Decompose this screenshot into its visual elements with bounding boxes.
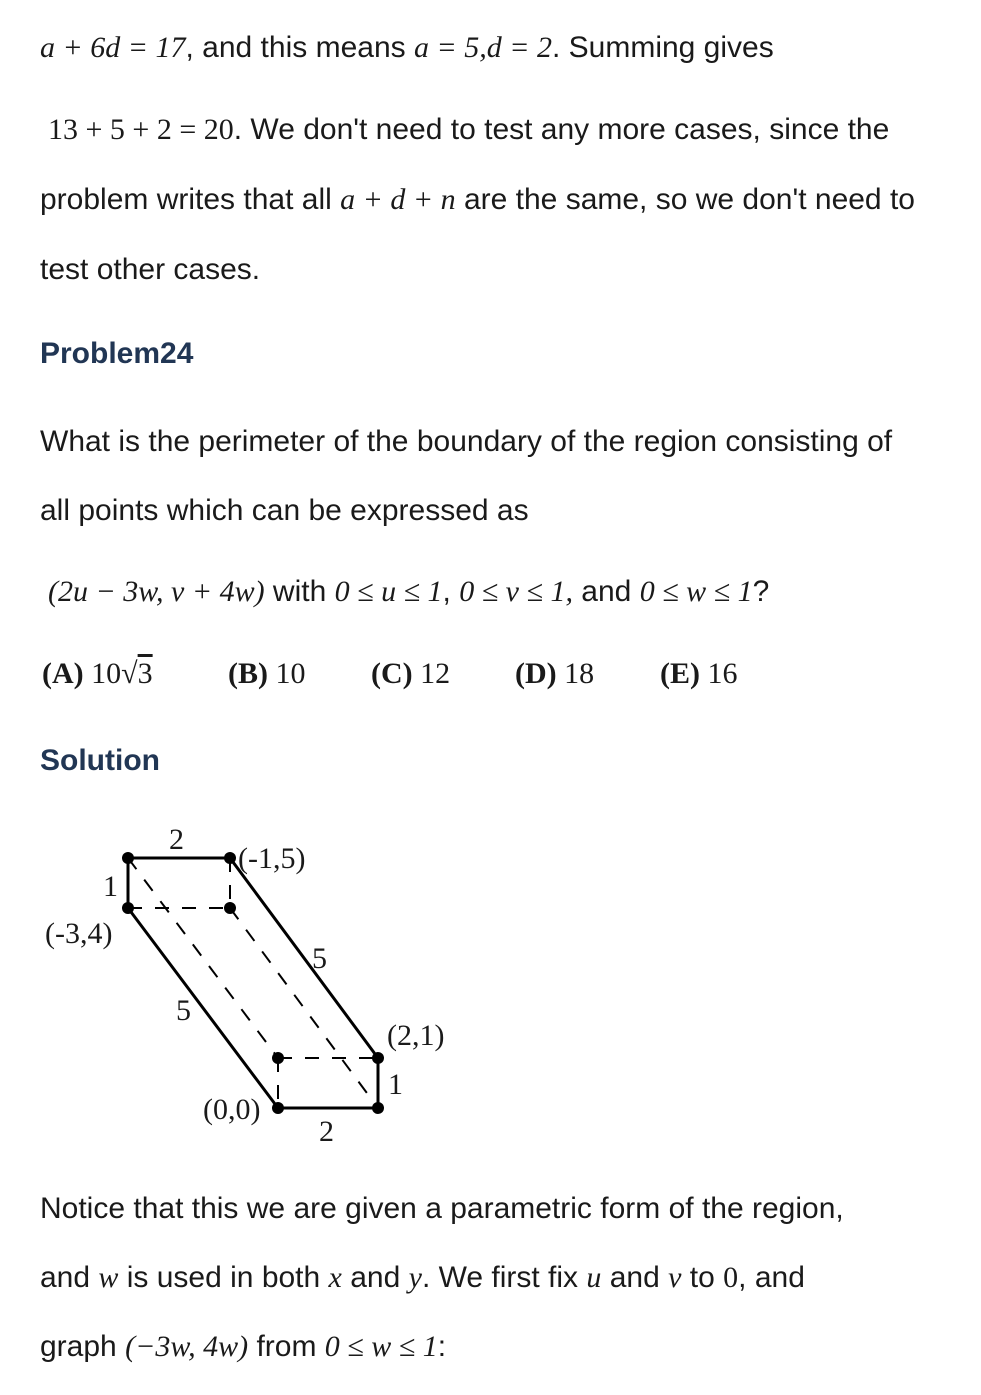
text: graph bbox=[40, 1330, 126, 1363]
choice-value: 16 bbox=[707, 657, 738, 690]
choice-letter: (B) bbox=[228, 657, 268, 690]
intro-line-4 bbox=[40, 250, 961, 290]
vertex-dot bbox=[272, 1052, 284, 1064]
math-expression: (2u − 3w, v + 4w) bbox=[48, 575, 265, 608]
dashed-edge bbox=[230, 908, 378, 1108]
text: with bbox=[264, 575, 335, 608]
text: and bbox=[341, 1261, 409, 1294]
choice-e bbox=[660, 657, 738, 691]
edge-label: 5 bbox=[176, 994, 191, 1027]
point-label: (-3,4) bbox=[45, 917, 113, 950]
math-expression: y bbox=[408, 1261, 422, 1294]
math-expression: v bbox=[668, 1261, 682, 1294]
sqrt-sign: √ bbox=[121, 657, 138, 690]
text: is used in both bbox=[118, 1261, 329, 1294]
problem-line-1: What is the perimeter of the boundary of the region consisting of bbox=[40, 425, 893, 458]
choice-value: 10 bbox=[91, 657, 122, 690]
text: test other cases. bbox=[40, 253, 261, 286]
math-expression: 0 ≤ u ≤ 1 bbox=[334, 575, 443, 608]
point-label: (-1,5) bbox=[238, 842, 306, 875]
math-expression: a + d + n bbox=[340, 183, 456, 216]
choice-letter: (A) bbox=[42, 657, 84, 690]
solution-line-1: Notice that this we are given a parametric form of the region, bbox=[40, 1192, 844, 1225]
vertex-dot bbox=[372, 1052, 384, 1064]
text: to bbox=[681, 1261, 724, 1294]
intro-line-3 bbox=[40, 180, 961, 220]
math-expression: x bbox=[328, 1261, 342, 1294]
math-expression: 0 ≤ w ≤ 1 bbox=[324, 1330, 438, 1363]
choice-b bbox=[228, 657, 306, 691]
text: , and this means bbox=[185, 31, 414, 64]
choice-letter: (D) bbox=[515, 657, 557, 690]
text: ? bbox=[752, 575, 770, 608]
math-expression: w bbox=[98, 1261, 119, 1294]
problem-line-2: all points which can be expressed as bbox=[40, 494, 529, 527]
region-figure bbox=[0, 810, 520, 1160]
math-expression: (−3w, 4w) bbox=[125, 1330, 249, 1363]
text: from bbox=[248, 1330, 325, 1363]
math-expression: 0 ≤ w ≤ 1 bbox=[639, 575, 753, 608]
edge-label: 2 bbox=[169, 823, 184, 856]
vertex-dot bbox=[224, 852, 236, 864]
math-expression: a + 6d = 17 bbox=[40, 31, 186, 64]
vertex-dot bbox=[372, 1102, 384, 1114]
edge-label: 5 bbox=[312, 942, 327, 975]
text: and bbox=[40, 1261, 99, 1294]
boundary-edge bbox=[128, 858, 378, 1108]
point-label: (0,0) bbox=[203, 1093, 261, 1126]
math-expression: 0 ≤ v ≤ 1, bbox=[459, 575, 573, 608]
choice-letter: (C) bbox=[371, 657, 413, 690]
problem-heading: Problem24 bbox=[40, 337, 194, 370]
text: . We first fix bbox=[421, 1261, 587, 1294]
edge-label: 1 bbox=[388, 1068, 403, 1101]
text: . We don't need to test any more cases, since the bbox=[233, 113, 890, 146]
text: , bbox=[442, 575, 460, 608]
edge-label: 1 bbox=[103, 870, 118, 903]
solution-line-3 bbox=[40, 1327, 961, 1367]
text: are the same, so we don't need to bbox=[455, 183, 915, 216]
math-expression: a = 5,d = 2 bbox=[413, 31, 552, 64]
vertex-dot bbox=[122, 852, 134, 864]
vertex-dot bbox=[272, 1102, 284, 1114]
text: problem writes that all bbox=[40, 183, 341, 216]
point-label: (2,1) bbox=[387, 1019, 445, 1052]
text: . Summing gives bbox=[551, 31, 774, 64]
choice-letter: (E) bbox=[660, 657, 700, 690]
solution-line-2 bbox=[40, 1258, 961, 1298]
choice-a bbox=[42, 657, 153, 691]
choice-value: 12 bbox=[420, 657, 451, 690]
math-expression: 13 + 5 + 2 = 20 bbox=[48, 113, 234, 146]
solution-heading: Solution bbox=[40, 744, 160, 777]
text: and bbox=[572, 575, 640, 608]
choice-value: 18 bbox=[564, 657, 595, 690]
vertex-dot bbox=[224, 902, 236, 914]
vertex-dot bbox=[122, 902, 134, 914]
math-expression: 0 bbox=[723, 1261, 739, 1294]
intro-line-2 bbox=[48, 110, 961, 150]
intro-line-1 bbox=[40, 28, 961, 68]
choice-d bbox=[515, 657, 594, 691]
sqrt-radicand: 3 bbox=[137, 657, 153, 690]
math-expression: u bbox=[586, 1261, 602, 1294]
text: , and bbox=[738, 1261, 805, 1294]
choice-value: 10 bbox=[275, 657, 306, 690]
dashed-edge bbox=[128, 858, 278, 1058]
text: and bbox=[601, 1261, 669, 1294]
text: : bbox=[437, 1330, 447, 1363]
problem-line-3 bbox=[48, 572, 961, 612]
choice-c bbox=[371, 657, 450, 691]
edge-label: 2 bbox=[319, 1115, 334, 1148]
